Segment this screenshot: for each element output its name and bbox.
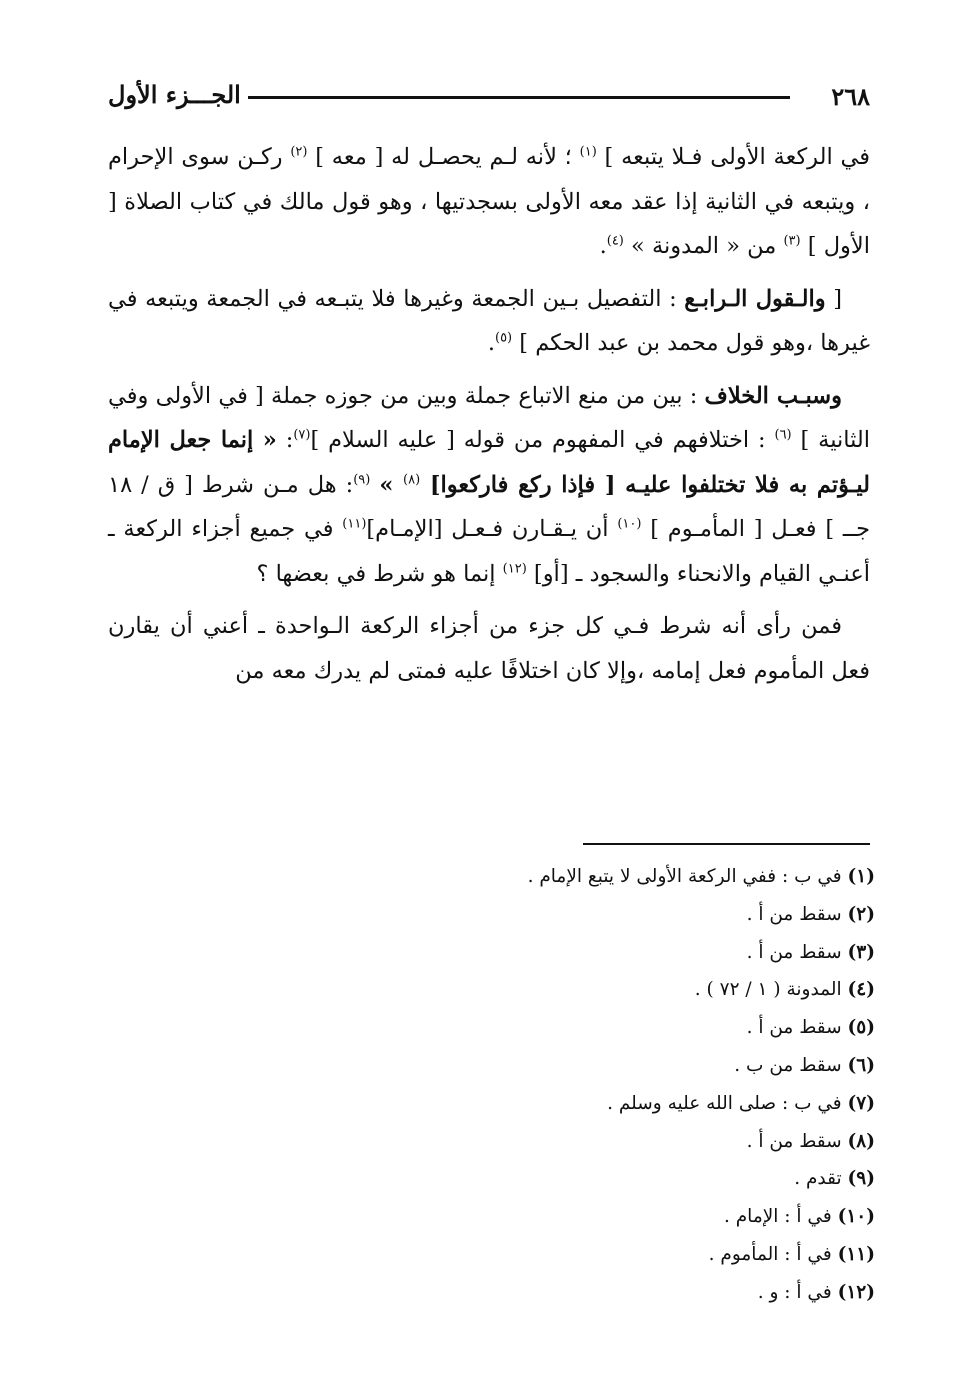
footnote-item (315, 1009, 875, 1047)
footnote-text: في ب : ففي الركعة الأولى لا يتبع الإمام . (527, 866, 842, 887)
text-run: . (599, 233, 607, 259)
text-run: من « المدونة » (623, 233, 784, 259)
footnote-text: سقط من أ . (746, 903, 842, 925)
footnote-text: في ب : صلى الله عليه وسلم . (607, 1092, 842, 1114)
footnote-number: (٢) (847, 903, 875, 925)
footnote-item (315, 1160, 875, 1198)
text-run (370, 472, 379, 498)
footnote-ref: (٩) (353, 472, 371, 487)
page-number: ٢٦٨ (831, 82, 870, 111)
footnote-text: سقط من أ . (746, 941, 842, 963)
hadith-quote-close: » (379, 471, 404, 498)
text-run: ؛ لأنه لـم يحصـل له [ معه ] (307, 144, 580, 170)
footnote-item (315, 1236, 875, 1274)
text-run: : التفصيل بـين الجمعة وغيرها فلا يتبـعه في الجمعة ويتبعه في غيرها ،وهو قول محمد بن عبد الحكم ] (108, 285, 870, 356)
text-run: أن يـقـارن فـعـل [الإمـام] (366, 516, 618, 542)
footnote-ref: (١٢) (502, 561, 527, 576)
footnote-separator (583, 843, 870, 845)
footnote-ref: (٧) (293, 427, 311, 443)
footnote-number: (١) (847, 866, 875, 887)
footnote-item (315, 1123, 875, 1161)
footnote-number: (٥) (847, 1017, 875, 1039)
text-run: [ (825, 285, 842, 312)
text-run: فمن رأى أنه شرط فـي كل جزء من أجزاء الركعة الـواحدة ـ أعني أن يقارن فعل المأموم فعل إمامه ،وإلا كان اختلافًا عليه فمتى لم يدرك معه من (108, 613, 870, 684)
paragraph-4 (108, 604, 870, 693)
footnote-ref: (١١) (342, 516, 367, 532)
footnote-text: سقط من ب . (734, 1054, 842, 1076)
header-rule (248, 96, 790, 99)
footnote-text: في أ : المأموم . (708, 1243, 832, 1265)
footnote-item (315, 1198, 875, 1236)
footnote-text: تقدم . (794, 1168, 842, 1190)
footnote-ref: (٦) (774, 427, 792, 443)
footnote-item (315, 1274, 875, 1312)
running-header (108, 78, 870, 118)
footnote-number: (١٢) (837, 1281, 875, 1303)
footnote-item (315, 1047, 875, 1085)
footnote-number: (٦) (847, 1054, 875, 1076)
footnote-ref: (٣) (783, 233, 801, 249)
footnote-ref: (١٠) (617, 516, 642, 532)
footnote-number: (١١) (837, 1243, 875, 1265)
text-run: : هل مـن شرط [ ق / ١٨ جــ ] فعـل [ المأمـوم ] (108, 471, 870, 542)
footnote-item (315, 934, 875, 972)
footnote-ref: (٨) (403, 472, 421, 487)
text-run: . (487, 330, 495, 356)
footnote-text: في أ : و . (757, 1281, 832, 1303)
part-title: الجـــزء الأول (108, 80, 241, 109)
footnote-number: (٤) (847, 979, 875, 1001)
footnote-text: المدونة ( ١ / ٧٢ ) . (694, 979, 842, 1001)
footnote-text: في أ : الإمام . (723, 1206, 832, 1228)
footnotes-list (315, 858, 875, 1312)
text-run: : (276, 427, 294, 453)
text-run: : بين من منع الاتباع جملة وبين من جوزه جملة [ في الأولى وفي الثانية ] (108, 382, 871, 453)
text-run: : اختلافهم في المفهوم من قوله [ عليه السلام ] (310, 427, 775, 453)
footnote-number: (٨) (847, 1130, 875, 1152)
footnote-number: (٩) (847, 1168, 875, 1190)
main-text (108, 135, 870, 701)
footnote-text: سقط من أ . (746, 1017, 842, 1039)
text-run: ركـن سوى الإحرام ، ويتبعه في الثانية إذا عقد معه الأولى بسجدتيها ، وهو قول مالك في كتاب الصلاة [ الأول ] (108, 144, 870, 259)
section-heading: والـقول الـرابـع (684, 285, 826, 312)
footnote-ref: (١) (579, 144, 597, 160)
text-run: في الركعة الأولى فـلا يتبعه ] (596, 144, 870, 170)
paragraph-2 (108, 277, 870, 366)
footnote-item (315, 896, 875, 934)
footnote-number: (١٠) (837, 1206, 875, 1228)
footnote-ref: (٤) (606, 233, 624, 249)
footnote-ref: (٥) (494, 330, 513, 346)
footnote-item (315, 1085, 875, 1123)
text-run: في جميع أجزاء الركعة ـ أعنـي القيام والانحناء والسجود ـ [أو] (108, 516, 870, 587)
footnote-number: (٧) (847, 1092, 875, 1114)
hadith-quote: « إنما جعل الإمام ليـؤتم به فلا تختلفوا عليـه [ فإذا ركع فاركعوا] (108, 427, 870, 498)
footnote-text: سقط من أ . (746, 1130, 842, 1152)
footnote-item (315, 858, 875, 896)
paragraph-3 (108, 374, 870, 597)
text-run: إنما هو شرط في بعضها ؟ (256, 560, 503, 587)
footnote-item (315, 971, 875, 1009)
footnote-ref: (٢) (290, 144, 308, 160)
section-heading: وسبـب الخلاف (704, 382, 843, 409)
paragraph-1 (108, 135, 870, 269)
footnote-number: (٣) (847, 941, 875, 963)
